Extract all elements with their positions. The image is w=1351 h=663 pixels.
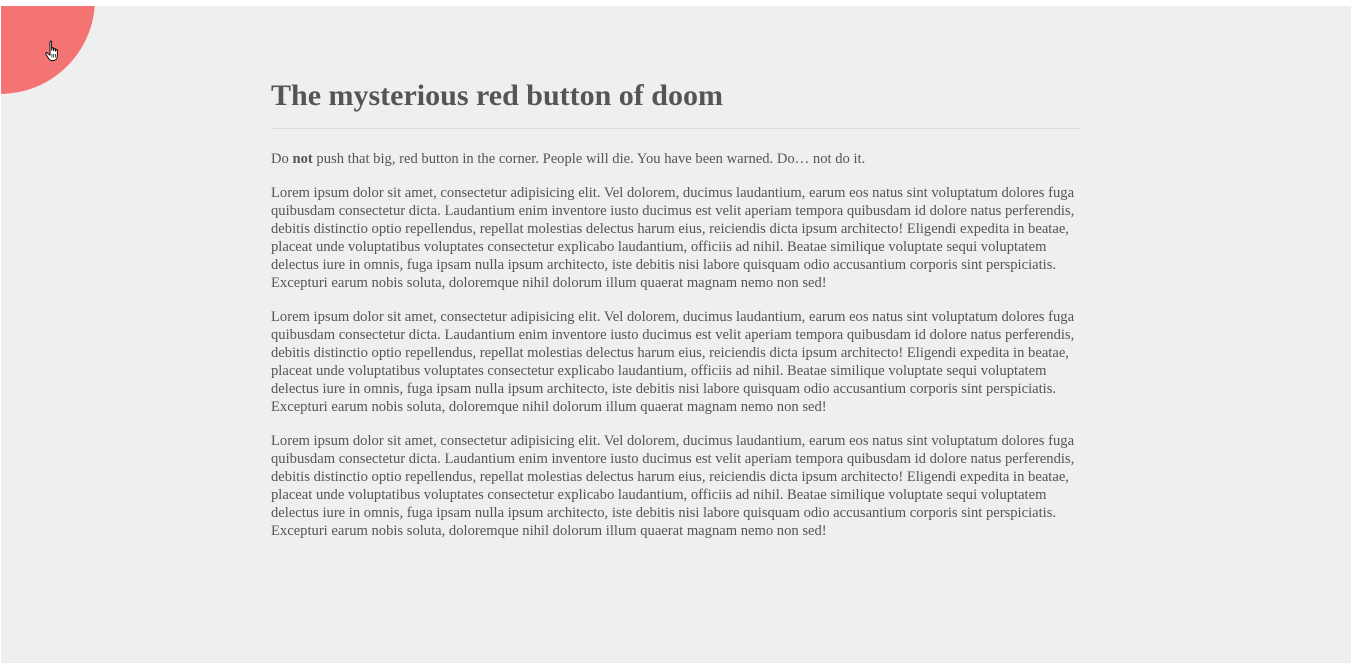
warning-paragraph — [271, 150, 1081, 168]
body-paragraph: Lorem ipsum dolor sit amet, consectetur adipisicing elit. Vel dolorem, ducimus laudantium, earum eos natus sint voluptatum dolores fuga quibusdam consectetur dicta. Laudantium enim inventore iusto ducimus est velit aperiam tempora quibusdam id dolore natus perferendis, debitis distinctio optio repellendus, repellat molestias delectus harum eius, reiciendis dicta ipsum architecto! Eligendi expedita in beatae, placeat unde voluptatibus voluptates consectetur explicabo laudantium, officiis ad nihil. Beatae similique voluptate sequi voluptatem delectus iure in omnis, fuga ipsam nulla ipsum architecto, iste debitis nisi labore quisquam odio accusantium corporis sint perspiciatis. Excepturi earum nobis soluta, doloremque nihil dolorum illum quaerat magnam nemo non sed! — [271, 309, 1075, 415]
article — [271, 74, 1081, 540]
page-title: The mysterious red button of doom — [271, 74, 1081, 129]
body-paragraph: Lorem ipsum dolor sit amet, consectetur adipisicing elit. Vel dolorem, ducimus laudantium, earum eos natus sint voluptatum dolores fuga quibusdam consectetur dicta. Laudantium enim inventore iusto ducimus est velit aperiam tempora quibusdam id dolore natus perferendis, debitis distinctio optio repellendus, repellat molestias delectus harum eius, reiciendis dicta ipsum architecto! Eligendi expedita in beatae, placeat unde voluptatibus voluptates consectetur explicabo laudantium, officiis ad nihil. Beatae similique voluptate sequi voluptatem delectus iure in omnis, fuga ipsam nulla ipsum architecto, iste debitis nisi labore quisquam odio accusantium corporis sint perspiciatis. Excepturi earum nobis soluta, doloremque nihil dolorum illum quaerat magnam nemo non sed! — [271, 185, 1075, 291]
red-button-of-doom[interactable] — [1, 6, 95, 94]
warning-suffix: push that big, red button in the corner. People will die. You have been warned. Do… not do it. — [312, 151, 866, 167]
warning-prefix: Do — [271, 151, 293, 167]
warning-emphasis: not — [292, 151, 313, 167]
body-paragraph: Lorem ipsum dolor sit amet, consectetur adipisicing elit. Vel dolorem, ducimus laudantium, earum eos natus sint voluptatum dolores fuga quibusdam consectetur dicta. Laudantium enim inventore iusto ducimus est velit aperiam tempora quibusdam id dolore natus perferendis, debitis distinctio optio repellendus, repellat molestias delectus harum eius, reiciendis dicta ipsum architecto! Eligendi expedita in beatae, placeat unde voluptatibus voluptates consectetur explicabo laudantium, officiis ad nihil. Beatae similique voluptate sequi voluptatem delectus iure in omnis, fuga ipsam nulla ipsum architecto, iste debitis nisi labore quisquam odio accusantium corporis sint perspiciatis. Excepturi earum nobis soluta, doloremque nihil dolorum illum quaerat magnam nemo non sed! — [271, 433, 1075, 539]
page-container — [1, 6, 1351, 663]
